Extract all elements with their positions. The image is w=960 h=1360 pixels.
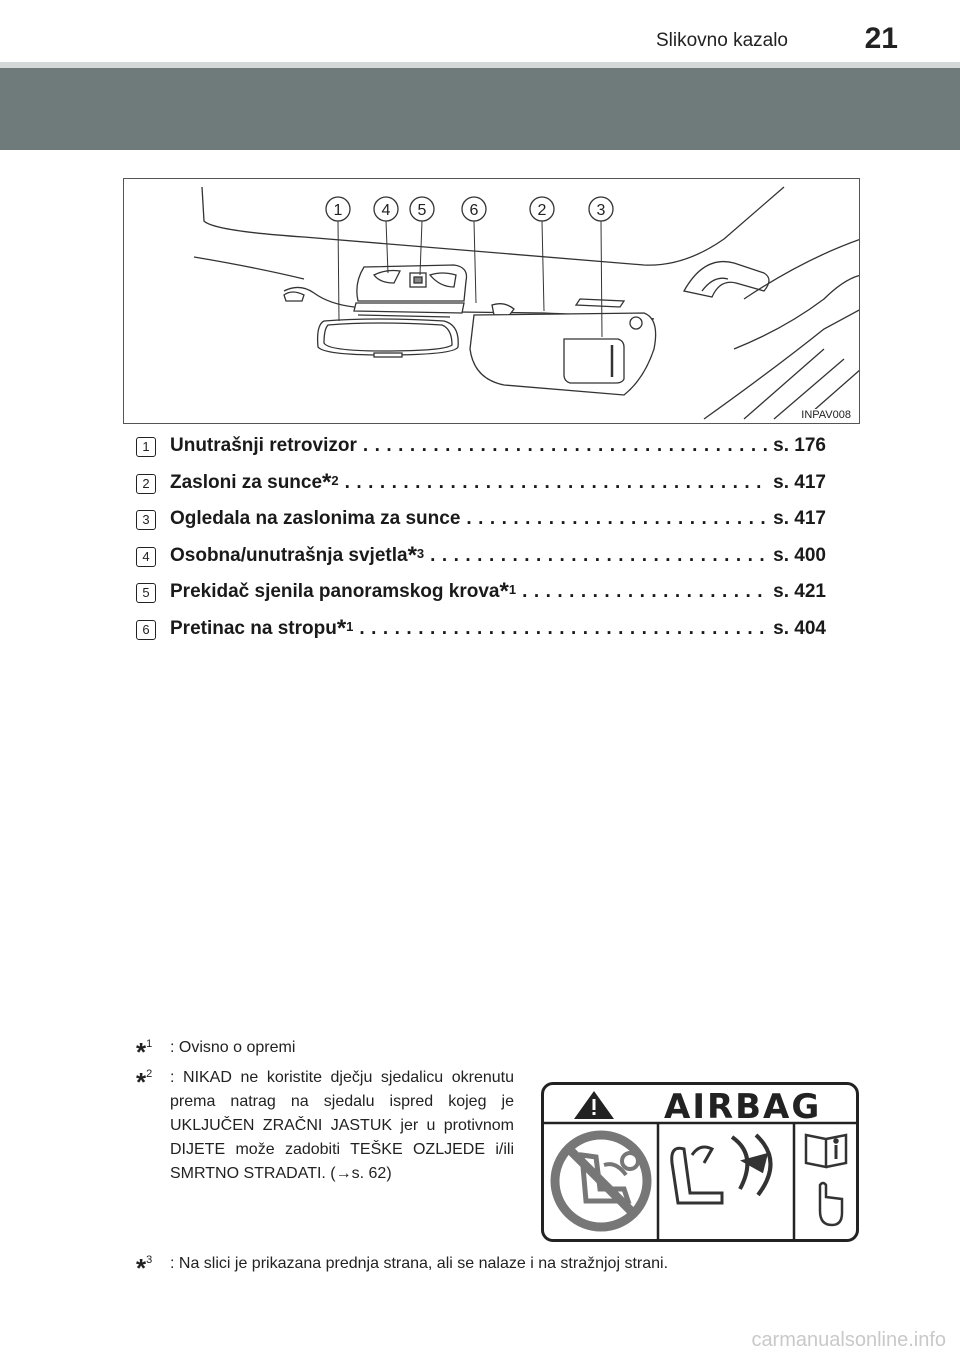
- page-reference: s. 400: [773, 544, 826, 566]
- item-label: Pretinac na stropu: [170, 617, 337, 639]
- hand-pointer-icon: [820, 1183, 842, 1225]
- footnote-text: : Na slici je prikazana prednja strana, ali se nalaze i na stražnjoj strani.: [170, 1255, 669, 1272]
- list-item: [136, 430, 826, 467]
- item-label: Prekidač sjenila panoramskog krova: [170, 581, 500, 603]
- page-reference: s. 176: [773, 435, 826, 456]
- header-title: Slikovno kazalo: [655, 30, 788, 51]
- footnote-2: [136, 1066, 516, 1216]
- item-number-badge: 1: [136, 437, 156, 457]
- dot-leader: [466, 508, 767, 530]
- footnote-star: *: [136, 1037, 147, 1068]
- footnote-index: 2: [146, 1068, 153, 1080]
- airbag-deploy-icon: [672, 1135, 771, 1203]
- watermark: carmanualsonline.info: [751, 1329, 946, 1351]
- dot-leader: [522, 581, 767, 603]
- page-reference: s. 417: [773, 508, 826, 530]
- item-list: [136, 430, 826, 650]
- interior-ceiling-illustration: [123, 178, 860, 424]
- callout-1: 1: [333, 202, 343, 219]
- footnote-star: *: [136, 1253, 147, 1284]
- manual-book-icon: [806, 1135, 846, 1167]
- page-number: 21: [864, 22, 898, 55]
- header-band: [0, 68, 960, 150]
- footnote-text: : NIKAD ne koristite dječju sjedalicu okrenutu prema natrag na sjedalu ispred kojeg je UKLJUČEN ZRAČNI JASTUK jer u protivnom DIJETE može zadobiti TEŠKE OZLJEDE i/ili SMRTNO STRADATI. (→s. 62): [170, 1069, 514, 1182]
- list-item: 6 Pretinac na stropu * $^1$ . . . s. 404: [136, 613, 826, 650]
- callout-2: 2: [537, 202, 547, 219]
- item-label: Zasloni za sunce: [170, 471, 323, 493]
- footnote-3: [136, 1252, 836, 1284]
- dot-leader: [345, 472, 768, 494]
- callout-4: 4: [381, 202, 391, 219]
- item-number-badge: 6: [136, 620, 156, 640]
- item-number-badge: 2: [136, 474, 156, 494]
- callout-3: 3: [596, 202, 606, 219]
- footnote-1: [136, 1036, 536, 1068]
- page-reference: s. 421: [773, 581, 826, 603]
- dot-leader: [363, 435, 767, 457]
- list-item: [136, 503, 826, 540]
- page-reference: s. 404: [773, 617, 826, 639]
- warning-triangle-icon: [574, 1091, 614, 1119]
- list-item: 5 Prekidač sjenila panoramskog krova * $^1$ . . . s. 421: [136, 576, 826, 613]
- footnote-star: *: [136, 1067, 147, 1098]
- callout-6: 6: [469, 202, 479, 219]
- dot-leader: [430, 545, 767, 567]
- page-reference: s. 417: [773, 471, 826, 493]
- item-label: Osobna/unutrašnja svjetla: [170, 544, 408, 566]
- airbag-title: AIRBAG: [664, 1087, 822, 1127]
- airbag-warning-label: [541, 1082, 859, 1242]
- no-child-seat-icon: [555, 1135, 647, 1227]
- callout-5: 5: [417, 202, 427, 219]
- footnote-index: 3: [146, 1254, 153, 1266]
- item-number-badge: 5: [136, 583, 156, 603]
- ceiling-drawing: [124, 179, 860, 424]
- item-label: Ogledala na zaslonima za sunce: [170, 508, 461, 530]
- figure-code: INPAV008: [801, 409, 851, 421]
- footnote-text: : Ovisno o opremi: [170, 1039, 296, 1056]
- list-item: 2 Zasloni za sunce * $^2$ . . . s. 417: [136, 467, 826, 504]
- footnote-index: 1: [146, 1038, 153, 1050]
- item-number-badge: 4: [136, 547, 156, 567]
- item-number-badge: 3: [136, 510, 156, 530]
- dot-leader: [359, 618, 767, 640]
- item-label: Unutrašnji retrovizor: [170, 435, 357, 456]
- list-item: 4 Osobna/unutrašnja svjetla * $^3$ . . . s. 400: [136, 540, 826, 577]
